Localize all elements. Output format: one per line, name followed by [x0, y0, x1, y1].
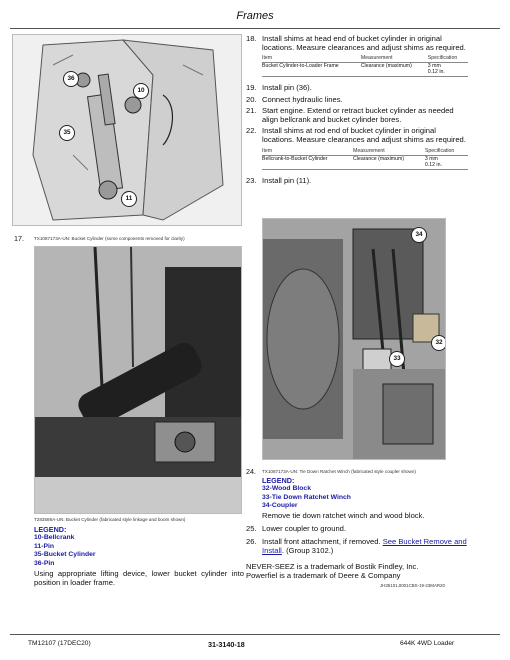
step-19-number: 19. — [246, 83, 257, 93]
step-26-body — [262, 537, 476, 555]
spec1-header-item: Item — [262, 55, 361, 63]
spec2-header-measurement: Measurement — [353, 148, 425, 156]
step-22-text: Install shims at rod end of bucket cylinder in original locations. Measure clearances and adjust shims as required. — [262, 126, 466, 145]
spec1-header-specification: Specification — [428, 55, 468, 63]
step-23-number: 23. — [246, 175, 257, 185]
callout-34: 34 — [411, 227, 427, 243]
step-25-text: Lower coupler to ground. — [262, 524, 347, 533]
legend-left — [34, 525, 244, 587]
step-18-text: Install shims at head end of bucket cylinder in original locations. Measure clearances and adjust shims as required. — [262, 34, 466, 53]
lifting-photo-illustration — [35, 247, 241, 513]
step-26-text-after: . (Group 3102.) — [281, 546, 334, 556]
winch-photo-illustration — [263, 219, 445, 459]
figure-3-caption: TX1087173A-UN: Tie Down Ratchet Winch (fabricated style coupler shown) — [262, 469, 416, 474]
step-26 — [246, 537, 476, 555]
step-19 — [246, 83, 470, 92]
legend-24-title: LEGEND: — [262, 476, 295, 485]
callout-36: 36 — [63, 71, 79, 87]
legend-step-24 — [262, 476, 482, 520]
legend-item-pin-36: 36-Pin — [34, 559, 55, 567]
step-18-number: 18. — [246, 34, 257, 43]
step-20 — [246, 95, 470, 104]
step-23-text: Install pin (11). — [262, 175, 312, 185]
spec2-spec-in: 0.12 in. — [424, 161, 442, 168]
bucket-remove-install-link[interactable]: See Bucket Remove and Install — [262, 537, 467, 556]
step-21-number: 21. — [246, 105, 257, 115]
spec2-item: Bellcrank-to-Bucket Cylinder — [262, 155, 353, 169]
spec1-spec-in: 0.12 in. — [427, 69, 445, 76]
footer-rule — [10, 634, 500, 635]
trademark-never-seez: NEVER-SEEZ is a trademark of Bostik Findley, Inc. — [246, 562, 419, 571]
spec2-header-item: Item — [262, 148, 353, 156]
footer-tm-number: TM12107 (17DEC20) — [28, 640, 91, 647]
callout-11: 11 — [121, 191, 137, 207]
trademarks — [246, 563, 486, 580]
spec1-specification — [428, 63, 468, 77]
footer-machine-name: 644K 4WD Loader — [400, 640, 455, 647]
step-20-number: 20. — [246, 94, 257, 104]
legend-left-title: LEGEND: — [34, 525, 67, 534]
spec1-item: Bucket Cylinder-to-Loader Frame — [262, 63, 361, 77]
step-21-text: Start engine. Extend or retract bucket cylinder as needed align bellcrank and bucket cylinder bores. — [262, 105, 454, 125]
figure-2-caption: TX1087173A-UN: Bucket Cylinder (some components removed for clarity) — [34, 236, 185, 241]
callout-35: 35 — [59, 125, 75, 141]
figure-tie-down-ratchet-winch — [262, 218, 446, 460]
trademark-powerfiel: Powerfiel is a trademark of Deere & Company — [246, 570, 401, 580]
step-26-number: 26. — [246, 537, 257, 546]
step-23 — [246, 176, 470, 185]
step-19-text: Install pin (36). — [262, 83, 312, 93]
spec-table-2 — [262, 148, 468, 170]
step-24-instruction: Remove tie down ratchet winch and wood block. — [262, 510, 425, 520]
spec2-measurement: Clearance (maximum) — [353, 155, 425, 169]
spec1-measurement: Clearance (maximum) — [361, 63, 428, 77]
spec2-spec-mm: 3 mm — [424, 155, 438, 162]
step-17-number: 17. — [14, 234, 24, 243]
legend-item-ratchet-winch: 33-Tie Down Ratchet Winch — [262, 493, 351, 501]
legend-item-bellcrank: 10-Bellcrank — [34, 534, 75, 541]
step-25 — [246, 524, 476, 533]
spec-table-1 — [262, 55, 468, 77]
figure-4-caption: T283586A-UN: Bucket Cylinder (fabricated style linkage and boom shown) — [34, 517, 186, 522]
spec2-header-specification: Specification — [425, 148, 468, 156]
legend-item-bucket-cylinder: 35-Bucket Cylinder — [34, 551, 96, 558]
document-reference: JH35101,0001CBS-19-23MAR20 — [380, 583, 445, 588]
footer-page-number: 31-3140-18 — [208, 640, 245, 649]
figure-bucket-cylinder-linkage — [12, 34, 242, 226]
legend-item-pin-11: 11-Pin — [34, 542, 55, 550]
callout-33: 33 — [389, 351, 405, 367]
step-21 — [246, 106, 470, 124]
spec2-specification — [425, 155, 468, 169]
step-20-text: Connect hydraulic lines. — [262, 94, 343, 104]
callout-10: 10 — [133, 83, 149, 99]
steps-right-top — [246, 34, 470, 185]
spec1-header-measurement: Measurement — [361, 55, 428, 63]
step-22-number: 22. — [246, 126, 257, 136]
step-26-text: Install front attachment, if removed. — [262, 537, 381, 546]
header-rule — [10, 28, 500, 29]
callout-32: 32 — [431, 335, 446, 351]
page-header-title: Frames — [236, 10, 274, 22]
spec1-spec-mm: 3 mm — [427, 63, 441, 70]
legend-item-coupler: 34-Coupler — [262, 502, 298, 509]
step-24-number: 24. — [246, 467, 256, 476]
step-25-number: 25. — [246, 524, 257, 533]
step-18 — [246, 34, 470, 52]
step-22 — [246, 126, 470, 144]
legend-left-instruction: Using appropriate lifting device, lower bucket cylinder into position in loader frame. — [34, 569, 244, 588]
figure-bucket-cylinder-lifting — [34, 246, 242, 514]
legend-item-wood-block: 32-Wood Block — [262, 485, 311, 492]
